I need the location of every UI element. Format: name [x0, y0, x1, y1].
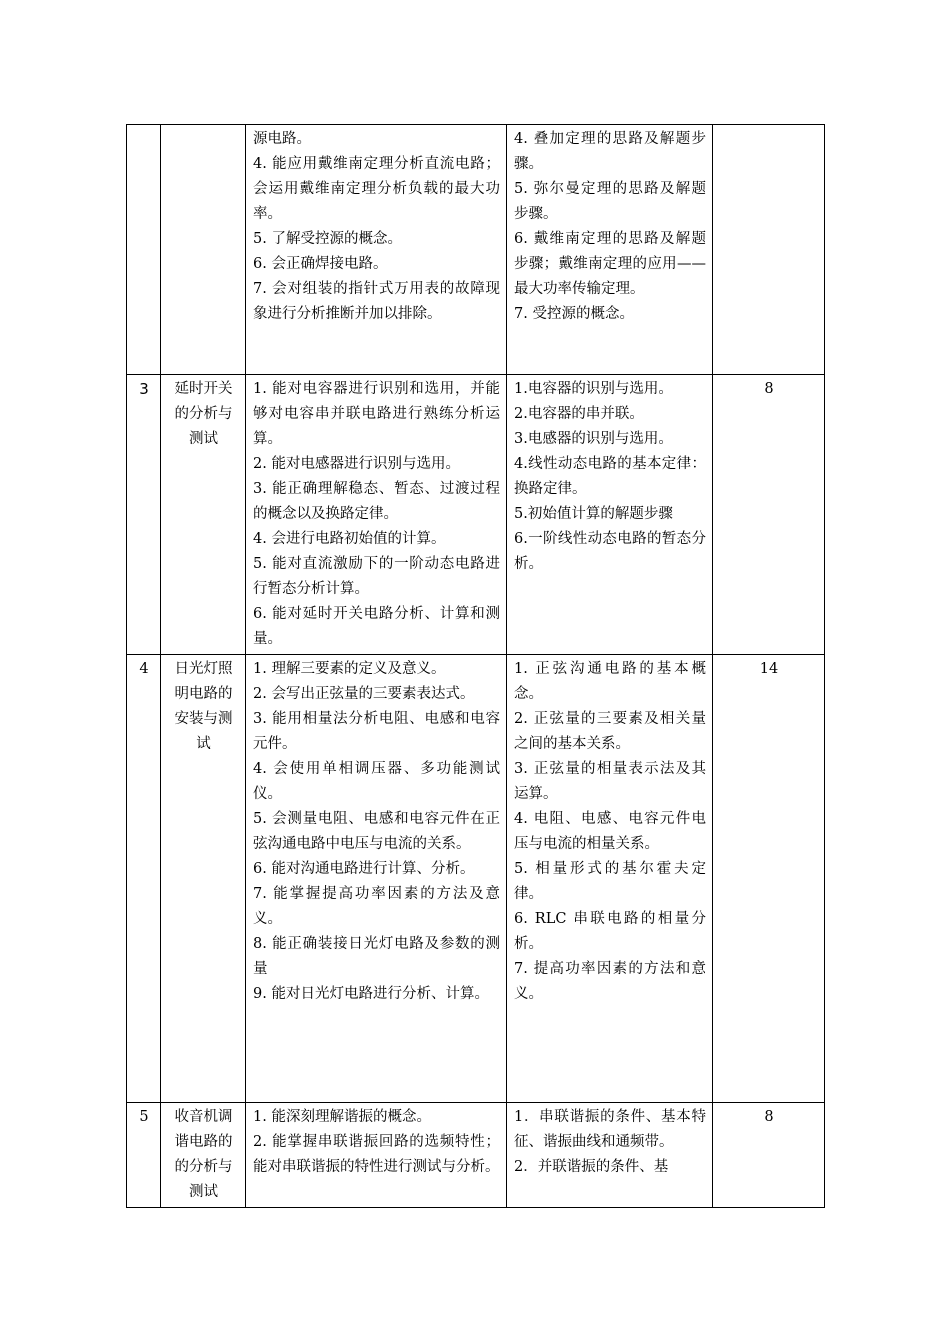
ability-item: 3. 能正确理解稳态、暂态、过渡过程的概念以及换路定律。 — [253, 481, 500, 522]
row-number-text: 3 — [139, 380, 149, 398]
table-row — [127, 1103, 825, 1208]
ability-item: 源电路。 — [253, 131, 311, 147]
class-hours: 8 — [713, 375, 825, 655]
ability-item: 4. 能应用戴维南定理分析直流电路；会运用戴维南定理分析负载的最大功率。 — [253, 156, 500, 222]
table-row — [127, 125, 825, 375]
ability-item: 1. 能对电容器进行识别和选用，并能够对电容串并联电路进行熟练分析运算。 — [253, 381, 500, 447]
ability-item: 7. 能掌握提高功率因素的方法及意义。 — [253, 886, 500, 927]
project-name: 收音机调谐电路的的分析与测试 — [161, 1103, 246, 1208]
row-number: 4 — [127, 655, 161, 1103]
table-row — [127, 375, 825, 655]
project-name — [161, 125, 246, 375]
ability-item: 6. 能对延时开关电路分析、计算和测量。 — [253, 606, 500, 647]
ability-item: 1. 理解三要素的定义及意义。 — [253, 661, 446, 677]
knowledge-item: 2. 正弦量的三要素及相关量之间的基本关系。 — [514, 711, 706, 752]
knowledge-points-cell — [507, 655, 713, 1103]
ability-item: 5. 会测量电阻、电感和电容元件在正弦沟通电路中电压与电流的关系。 — [253, 811, 500, 852]
ability-item: 2. 能掌握串联谐振回路的选频特性；能对串联谐振的特性进行测试与分析。 — [253, 1134, 500, 1175]
knowledge-item: 1. 正弦沟通电路的基本概念。 — [514, 661, 706, 702]
ability-goals-cell — [246, 125, 507, 375]
row-number: 5 — [127, 1103, 161, 1208]
knowledge-points-cell — [507, 125, 713, 375]
knowledge-item: 5.初始值计算的解题步骤 — [514, 506, 673, 522]
knowledge-item: 7. 提高功率因素的方法和意义。 — [514, 961, 706, 1002]
knowledge-item: 5. 弥尔曼定理的思路及解题步骤。 — [514, 181, 706, 222]
ability-item: 8. 能正确装接日光灯电路及参数的测量 — [253, 936, 500, 977]
knowledge-item: 2．并联谐振的条件、基 — [514, 1159, 669, 1175]
knowledge-item: 6. 戴维南定理的思路及解题步骤；戴维南定理的应用——最大功率传输定理。 — [514, 231, 706, 297]
project-name: 延时开关的分析与测试 — [161, 375, 246, 655]
knowledge-item: 3.电感器的识别与选用。 — [514, 431, 673, 447]
ability-goals-cell — [246, 655, 507, 1103]
row-number — [127, 375, 161, 655]
knowledge-item: 4.线性动态电路的基本定律：换路定律。 — [514, 456, 706, 497]
knowledge-item: 4. 叠加定理的思路及解题步骤。 — [514, 131, 706, 172]
knowledge-item: 2.电容器的串并联。 — [514, 406, 644, 422]
ability-item: 5. 了解受控源的概念。 — [253, 231, 402, 247]
knowledge-item: 6.一阶线性动态电路的暂态分析。 — [514, 531, 706, 572]
ability-item: 4. 会进行电路初始值的计算。 — [253, 531, 446, 547]
ability-item: 2. 会写出正弦量的三要素表达式。 — [253, 686, 475, 702]
knowledge-item: 5. 相量形式的基尔霍夫定律。 — [514, 861, 706, 902]
ability-item: 4. 会使用单相调压器、多功能测试仪。 — [253, 761, 500, 802]
ability-item: 6. 会正确焊接电路。 — [253, 256, 388, 272]
course-content-table — [126, 124, 825, 1208]
knowledge-item: 1.电容器的识别与选用。 — [514, 381, 673, 397]
knowledge-item: 6. RLC 串联电路的相量分析。 — [514, 911, 706, 952]
row-number — [127, 125, 161, 375]
project-name: 日光灯照明电路的安装与测试 — [161, 655, 246, 1103]
knowledge-item: 7. 受控源的概念。 — [514, 306, 634, 322]
knowledge-item: 1．串联谐振的条件、基本特征、谐振曲线和通频带。 — [514, 1109, 706, 1150]
ability-item: 9. 能对日光灯电路进行分析、计算。 — [253, 986, 489, 1002]
knowledge-item: 3. 正弦量的相量表示法及其运算。 — [514, 761, 706, 802]
ability-goals-cell — [246, 375, 507, 655]
ability-goals-cell — [246, 1103, 507, 1208]
ability-item: 7. 会对组装的指针式万用表的故障现象进行分析推断并加以排除。 — [253, 281, 500, 322]
ability-item: 6. 能对沟通电路进行计算、分析。 — [253, 861, 475, 877]
table-row — [127, 655, 825, 1103]
class-hours: 8 — [713, 1103, 825, 1208]
ability-item: 3. 能用相量法分析电阻、电感和电容元件。 — [253, 711, 500, 752]
class-hours — [713, 125, 825, 375]
knowledge-item: 4. 电阻、电感、电容元件电压与电流的相量关系。 — [514, 811, 706, 852]
knowledge-points-cell — [507, 375, 713, 655]
ability-item: 1. 能深刻理解谐振的概念。 — [253, 1109, 431, 1125]
ability-item: 2. 能对电感器进行识别与选用。 — [253, 456, 460, 472]
knowledge-points-cell — [507, 1103, 713, 1208]
class-hours: 14 — [713, 655, 825, 1103]
ability-item: 5. 能对直流激励下的一阶动态电路进行暂态分析计算。 — [253, 556, 500, 597]
